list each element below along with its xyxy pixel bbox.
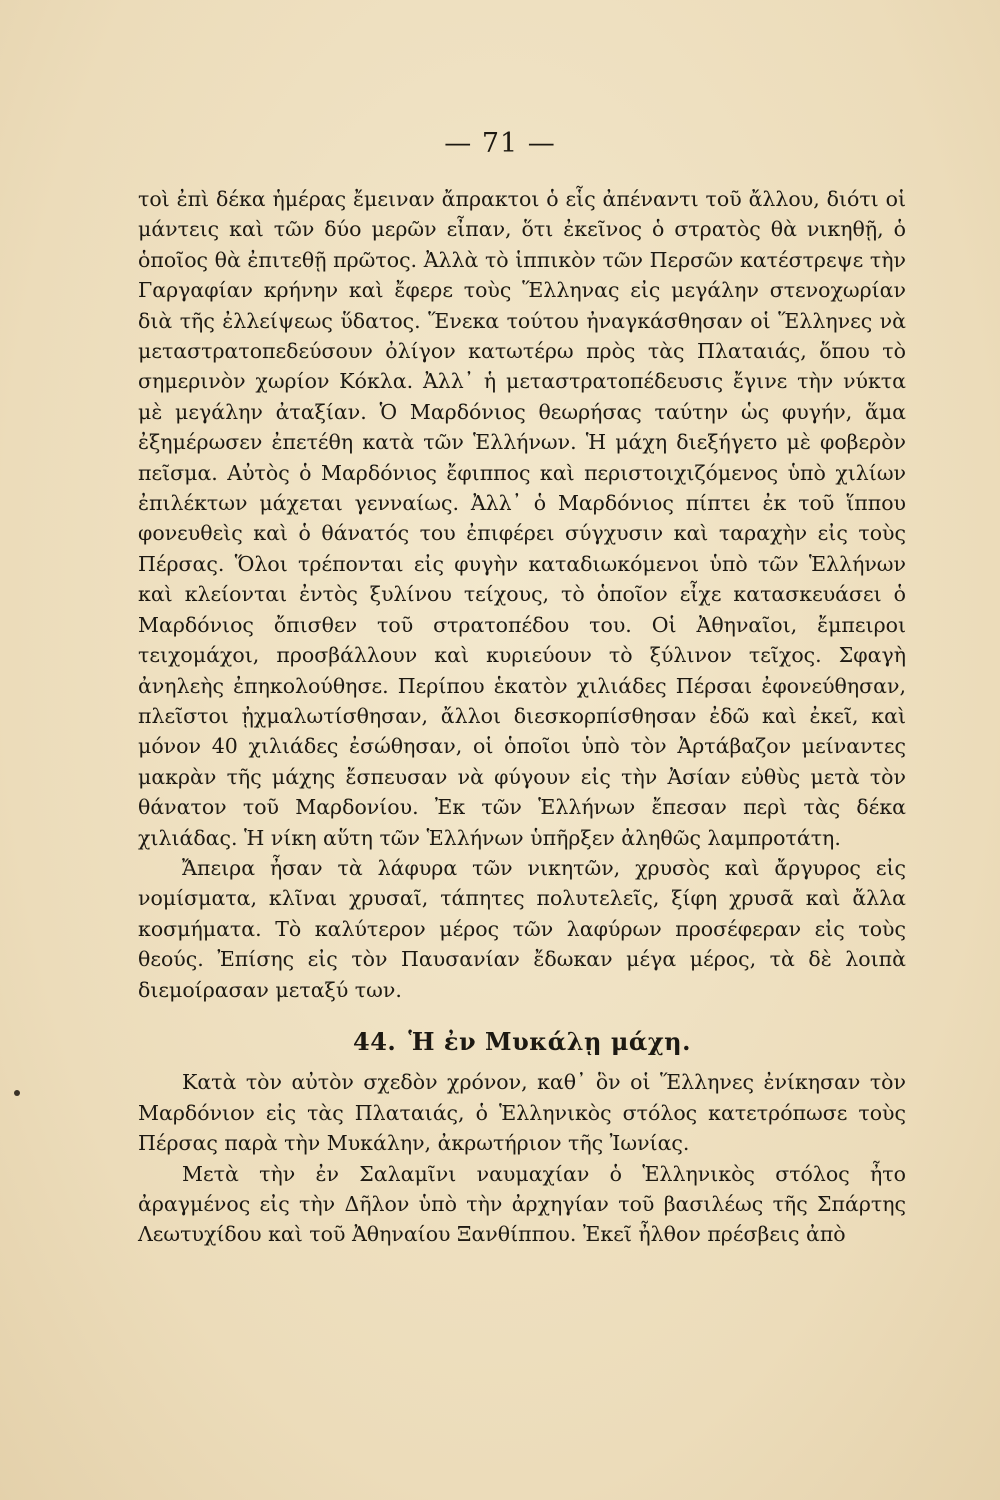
section-title: Ἡ ἐν Μυκάλῃ μάχη. <box>408 1026 691 1056</box>
page-number: — 71 — <box>444 128 556 159</box>
section-heading <box>138 1027 906 1057</box>
paragraph-1: τοὶ ἐπὶ δέκα ἡμέρας ἔμειναν ἄπρακτοι ὁ εἷς ἀπέναντι τοῦ ἄλλου, διότι οἱ μάντεις καὶ τῶν δύο μερῶν εἶπαν, ὅτι ἐκεῖνος ὁ στρατὸς θὰ νικηθῇ, ὁ ὁποῖος θὰ ἐπιτεθῇ πρῶτος. Ἀλλὰ τὸ ἱππικὸν τῶν Περσῶν κατέστρεψε τὴν Γαργαφίαν κρήνην καὶ ἔφερε τοὺς Ἕλληνας εἰς μεγάλην στενοχωρίαν διὰ τῆς ἐλλείψεως ὕδατος. Ἕνεκα τούτου ἠναγκάσθησαν οἱ Ἕλληνες νὰ μεταστρατοπεδεύσουν ὀλίγον κατωτέρω πρὸς τὰς Πλαταιάς, ὅπου τὸ σημερινὸν χωρίον Κόκλα. Ἀλλ᾽ ἡ μεταστρατοπέδευσις ἔγινε τὴν νύκτα μὲ μεγάλην ἀταξίαν. Ὁ Μαρδόνιος θεωρήσας ταύτην ὡς φυγήν, ἅμα ἐξημέρωσεν ἐπετέθη κατὰ τῶν Ἑλλήνων. Ἡ μάχη διεξήγετο μὲ φοβερὸν πεῖσμα. Αὐτὸς ὁ Μαρδόνιος ἔφιππος καὶ περιστοιχιζόμενος ὑπὸ χιλίων ἐπιλέκτων μάχεται γενναίως. Ἀλλ᾽ ὁ Μαρδόνιος πίπτει ἐκ τοῦ ἵππου φονευθεὶς καὶ ὁ θάνατός του ἐπιφέρει σύγχυσιν καὶ ταραχὴν εἰς τοὺς Πέρσας. Ὅλοι τρέπονται εἰς φυγὴν καταδιωκόμενοι ὑπὸ τῶν Ἑλλήνων καὶ κλείονται ἐντὸς ξυλίνου τείχους, τὸ ὁποῖον εἶχε κατασκευάσει ὁ Μαρδόνιος ὄπισθεν τοῦ στρατοπέδου του. Οἱ Ἀθηναῖοι, ἔμπειροι τειχομάχοι, προσβάλλουν καὶ κυριεύουν τὸ ξύλινον τεῖχος. Σφαγὴ ἀνηλεὴς ἐπηκολούθησε. Περίπου ἑκατὸν χιλιάδες Πέρσαι ἐφονεύθησαν, πλεῖστοι ᾐχμαλωτίσθησαν, ἄλλοι διεσκορπίσθησαν ἐδῶ καὶ ἐκεῖ, καὶ μόνον 40 χιλιάδες ἐσώθησαν, οἱ ὁποῖοι ὑπὸ τὸν Ἀρτάβαζον μείναντες μακρὰν τῆς μάχης ἔσπευσαν νὰ φύγουν εἰς τὴν Ἀσίαν εὐθὺς μετὰ τὸν θάνατον τοῦ Μαρδονίου. Ἐκ τῶν Ἑλλήνων ἔπεσαν περὶ τὰς δέκα χιλιάδας. Ἡ νίκη αὕτη τῶν Ἑλλήνων ὑπῆρξεν ἀληθῶς λαμπροτάτη. <box>138 187 906 850</box>
section-paragraph-2: Μετὰ τὴν ἐν Σαλαμῖνι ναυμαχίαν ὁ Ἑλληνικὸς στόλος ἦτο ἀραγμένος εἰς τὴν Δῆλον ὑπὸ τὴν ἀρχηγίαν τοῦ βασιλέως τῆς Σπάρτης Λεωτυχίδου καὶ τοῦ Ἀθηναίου Ξανθίππου. Ἐκεῖ ἦλθον πρέσβεις ἀπὸ <box>138 1161 906 1247</box>
ink-speck <box>14 1090 20 1096</box>
paragraph-2: Ἄπειρα ἦσαν τὰ λάφυρα τῶν νικητῶν, χρυσὸς καὶ ἄργυρος εἰς νομίσματα, κλῖναι χρυσαῖ, τάπητες πολυτελεῖς, ξίφη χρυσᾶ καὶ ἄλλα κοσμήματα. Τὸ καλύτερον μέρος τῶν λαφύρων προσέφεραν εἰς τοὺς θεούς. Ἐπίσης εἰς τὸν Παυσανίαν ἔδωκαν μέγα μέρος, τὰ δὲ λοιπὰ διεμοίρασαν μεταξύ των. <box>138 855 906 1002</box>
page-body <box>138 184 906 1250</box>
section-paragraph-1: Κατὰ τὸν αὐτὸν σχεδὸν χρόνον, καθ᾽ ὃν οἱ Ἕλληνες ἐνίκησαν τὸν Μαρδόνιον εἰς τὰς Πλαταιάς, ὁ Ἑλληνικὸς στόλος κατετρόπωσε τοὺς Πέρσας παρὰ τὴν Μυκάλην, ἀκρωτήριον τῆς Ἰωνίας. <box>138 1070 906 1156</box>
section-number: 44. <box>353 1026 397 1056</box>
